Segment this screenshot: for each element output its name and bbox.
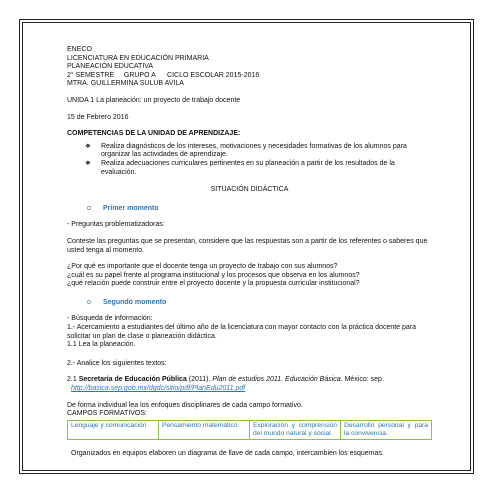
second-moment-heading: o Segundo momento [87, 298, 167, 306]
first-moment-instruction: Conteste las preguntas que se presentan, considere que las respuestas son a partir de los referentes o saberes que usted tenga al momento. [67, 237, 428, 254]
reference-entry: 2.1 Secretaría de Educación Pública (2011). Plan de estudios 2011. Educación Básica. México: sep. [67, 376, 384, 384]
reference-title: Plan de estudios 2011. Educación Básica [212, 376, 341, 384]
diamond-bullet-icon: ❖ [85, 142, 91, 150]
institution-line: ENECO [67, 46, 92, 53]
campo-cell: Lenguaje y comunicación [68, 420, 159, 439]
closing-instruction: Organizados en equipos elaboren un diagrama de llave de cada campo, intercambien los esquemas. [71, 449, 384, 457]
circle-bullet-icon: o [87, 204, 91, 212]
teacher-line: MTRA. GUILLERMINA SULUB AVILA [67, 80, 184, 88]
question-item: ¿qué relación puede construir entre el proyecto docente y la propuesta curricular institucional? [67, 280, 360, 288]
first-moment-heading: o Primer momento [87, 204, 159, 212]
competency-item: ❖ Realiza adecuaciones curriculares pertinentes en su planeación a partir de los resultados de la evaluación. [85, 159, 395, 176]
unit-line: UNIDA 1 La planeación: un proyecto de trabajo docente [67, 96, 241, 104]
step-1-1: 1.1 Lea la planeación. [67, 341, 136, 349]
header-block [67, 46, 432, 89]
diamond-bullet-icon: ❖ [85, 159, 91, 167]
date-line: 15 de Febrero 2016 [67, 113, 129, 121]
campo-cell: Pensamiento matemático [159, 420, 250, 439]
second-moment-intro: - Búsqueda de información: [67, 315, 153, 323]
first-moment-intro: - Preguntas problematizadoras: [67, 221, 165, 229]
campo-cell: Desarrollo personal y para la convivencia. [341, 420, 432, 439]
campos-title: CAMPOS FORMATIVOS: [67, 410, 147, 418]
reference-author: Secretaría de Educación Pública [78, 376, 187, 384]
subject-line: PLANEACIÓN EDUCATIVA [67, 63, 154, 71]
reference-link[interactable]: http://basica.sep.gob.mx/dgdc/sitio/pdf/PlanEdu2011.pdf [71, 385, 246, 393]
question-item: ¿Por qué es importante que el docente tenga un proyecto de trabajo con sus alumnos? [67, 263, 338, 271]
semester-line: 2° SEMESTRE GRUPO A CICLO ESCOLAR 2015-2016 [67, 71, 260, 79]
campos-table [67, 420, 432, 440]
question-item: ¿cuál es su papel frente al programa institucional y los procesos que observa en los alumnos? [67, 271, 360, 279]
program-line: LICENCIATURA EN EDUCACIÓN PRIMARIA [67, 54, 209, 62]
campo-cell: Exploración y comprensión del mundo natural y social [250, 420, 341, 439]
table-row [68, 420, 432, 439]
document-body [67, 46, 432, 458]
competencies-title: COMPETENCIAS DE LA UNIDAD DE APRENDIZAJE: [67, 130, 241, 138]
circle-bullet-icon: o [87, 298, 91, 306]
situation-title: SITUACIÓN DIDÁCTICA [210, 186, 289, 194]
step-1: 1.- Acercamiento a estudiantes del último año de la licenciatura con mayor contacto con la práctica docente para solicitar un plan de clase o planeación didáctica. [67, 324, 417, 340]
individual-instruction: De forma individual lea los enfoques disciplinares de cada campo formativo. [67, 401, 303, 409]
competency-item: ❖ Realiza diagnósticos de los intereses, motivaciones y necesidades formativas de los alumnos para organizar las actividades de aprendizaje. [85, 142, 407, 159]
step-2: 2.- Analice los siguientes textos: [67, 359, 167, 367]
